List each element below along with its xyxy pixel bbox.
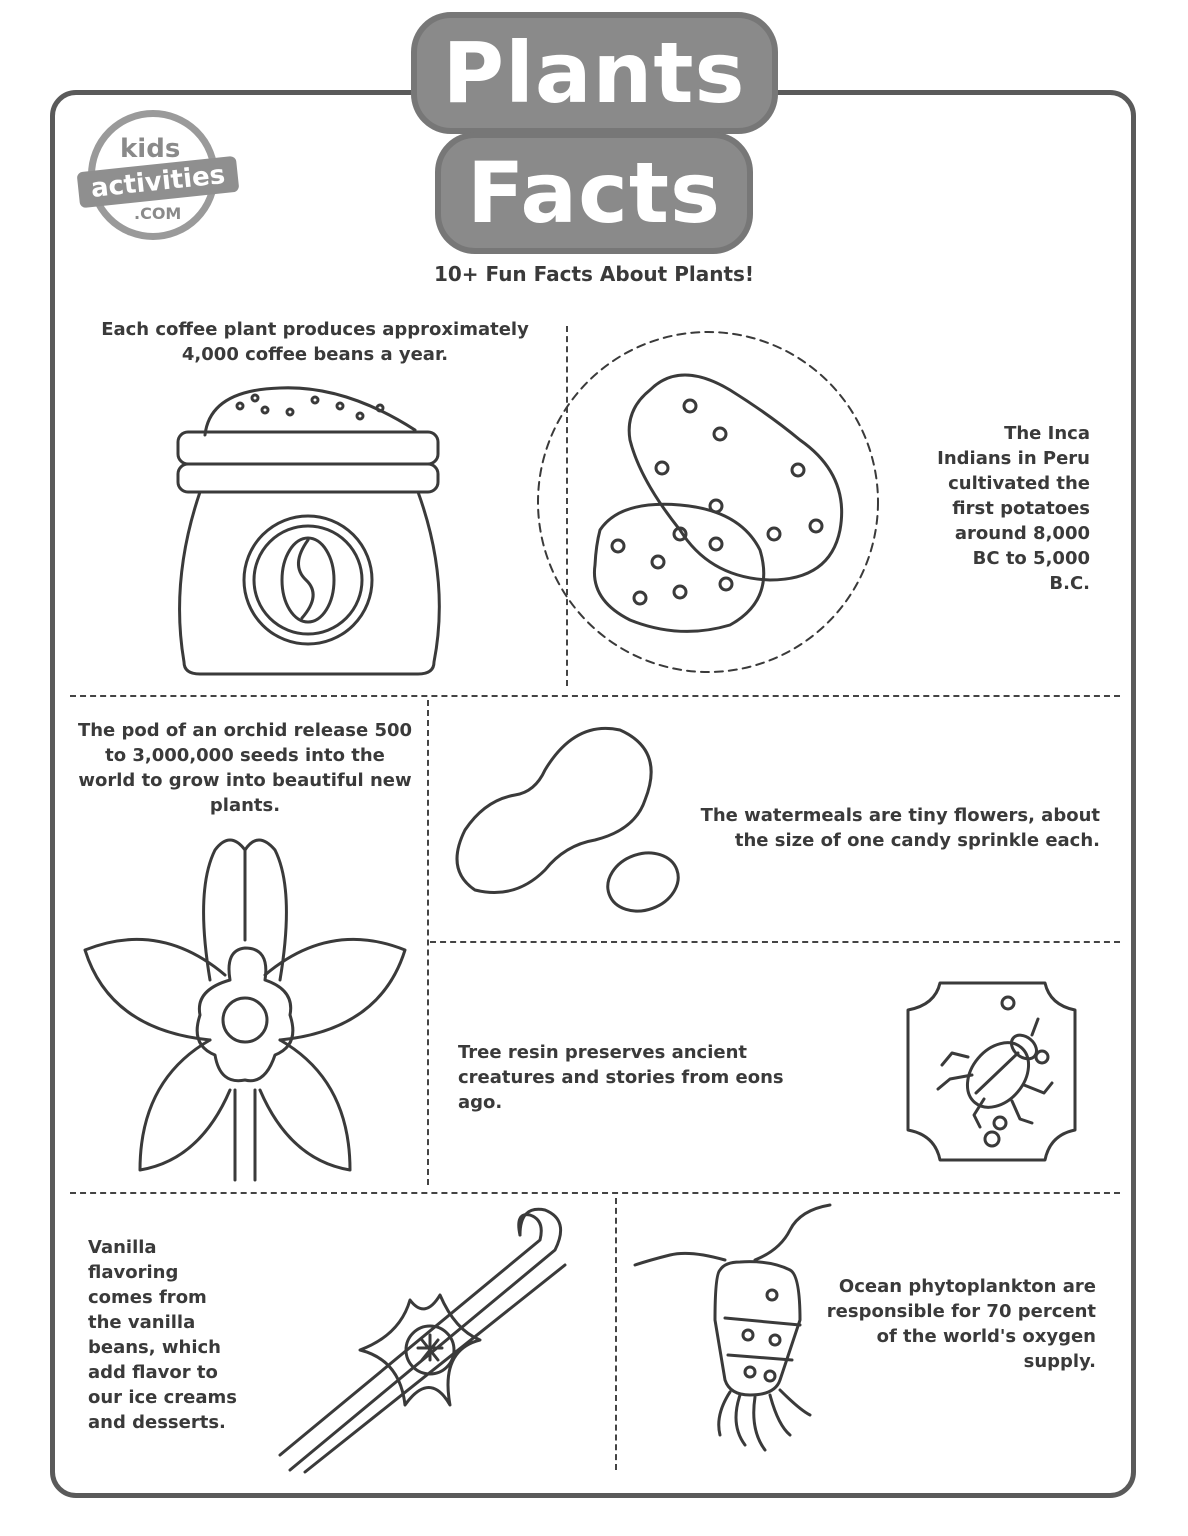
fact-vanilla: Vanilla flavoring comes from the vanilla beans, which add flavor to our ice creams and desserts. [88,1237,238,1433]
fact-orchid: The pod of an orchid release 500 to 3,000,000 seeds into the world to grow into beautiful new plants. [77,720,413,816]
page-title-line1: Plants [0,12,1188,134]
coffee-bag-icon [170,380,450,680]
divider [427,700,429,1185]
potato-icon [530,330,890,680]
peanut-seed-icon [455,720,685,920]
logo-kids: kids [120,134,181,164]
kids-activities-logo [78,108,238,248]
fact-potato: The Inca Indians in Peru cultivated the first potatoes around 8,000 BC to 5,000 B.C. [937,423,1090,594]
orchid-icon [80,830,410,1185]
vanilla-bean-icon [280,1210,580,1480]
page-title-line2: Facts [0,132,1188,254]
logo-com: .COM [134,204,182,223]
divider [70,695,1120,697]
divider [430,941,1120,943]
phytoplankton-icon [630,1200,850,1460]
fact-coffee: Each coffee plant produces approximately 4,000 coffee beans a year. [101,319,529,365]
divider [70,1192,1120,1194]
fact-resin: Tree resin preserves ancient creatures and stories from eons ago. [458,1042,784,1113]
logo-activities: activities [77,156,240,209]
fact-phytoplankton: Ocean phytoplankton are responsible for 70 percent of the world's oxygen supply. [826,1276,1096,1372]
fact-watermeal: The watermeals are tiny flowers, about the size of one candy sprinkle each. [700,805,1100,851]
page-subtitle: 10+ Fun Facts About Plants! [433,262,755,286]
divider [615,1198,617,1470]
amber-bug-icon [900,975,1085,1170]
